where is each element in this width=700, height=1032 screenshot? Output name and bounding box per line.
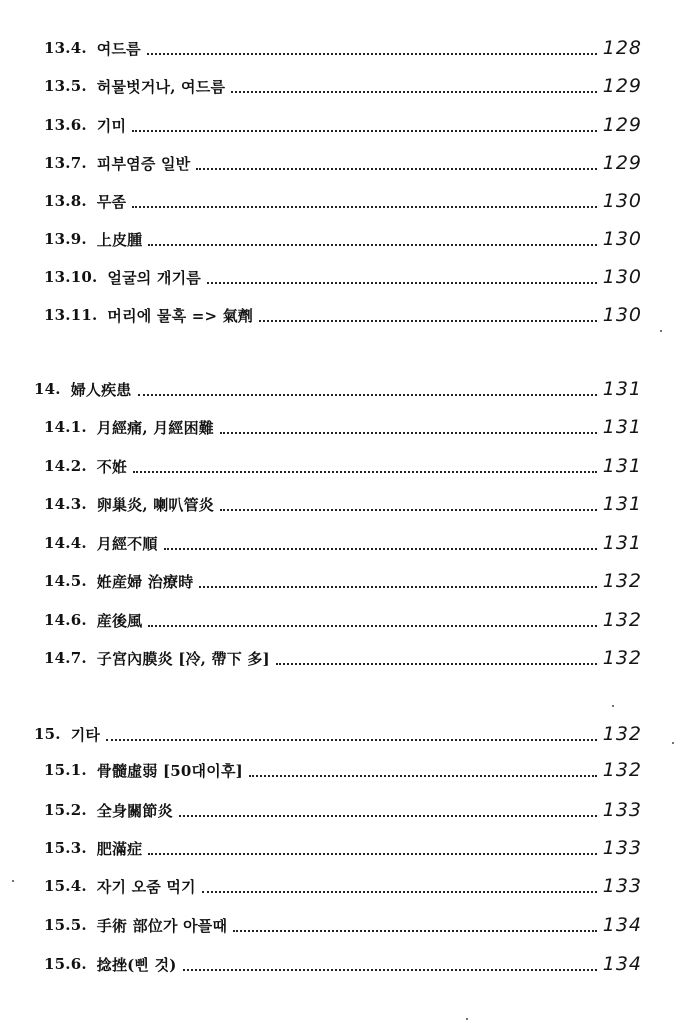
dot-leader bbox=[220, 431, 597, 434]
chapter-number: 15. bbox=[34, 725, 61, 743]
entry-number: 13.8. bbox=[44, 192, 87, 210]
entry-title: 허물벗거나, 여드름 bbox=[96, 77, 226, 96]
toc-entry bbox=[44, 413, 642, 441]
dot-leader bbox=[179, 814, 597, 817]
dot-leader bbox=[249, 774, 597, 777]
dot-leader bbox=[138, 393, 597, 396]
dot-leader bbox=[199, 585, 596, 588]
dot-leader bbox=[148, 243, 596, 246]
toc-entry bbox=[44, 263, 642, 291]
dot-leader bbox=[148, 852, 596, 855]
entry-title: 얼굴의 개기름 bbox=[107, 268, 201, 287]
entry-page-number: 131 bbox=[602, 532, 642, 554]
entry-number: 14.1. bbox=[44, 418, 87, 436]
entry-page-number: 131 bbox=[602, 455, 642, 477]
entry-title: 子宮內膜炎 [冷, 帶下 多] bbox=[96, 649, 270, 668]
entry-number: 14.4. bbox=[44, 534, 87, 552]
toc-entry bbox=[44, 149, 642, 177]
toc-entry bbox=[44, 796, 642, 824]
entry-page-number: 130 bbox=[602, 266, 642, 288]
entry-title: 肥滿症 bbox=[96, 839, 143, 858]
toc-entry bbox=[44, 187, 642, 215]
scan-speck bbox=[612, 705, 614, 707]
entry-page-number: 134 bbox=[602, 914, 642, 936]
toc-entry bbox=[44, 872, 642, 900]
entry-page-number: 132 bbox=[602, 609, 642, 631]
toc-entry bbox=[44, 606, 642, 634]
toc-entry bbox=[44, 529, 642, 557]
entry-number: 15.6. bbox=[44, 955, 87, 973]
toc-entry bbox=[44, 452, 642, 480]
toc-entry bbox=[44, 34, 642, 62]
scan-speck bbox=[466, 1018, 468, 1020]
entry-title: 不姙 bbox=[96, 457, 128, 476]
toc-entry bbox=[44, 567, 642, 595]
scan-speck bbox=[660, 330, 662, 332]
entry-number: 15.1. bbox=[44, 761, 87, 779]
entry-title: 産後風 bbox=[96, 611, 143, 630]
entry-number: 13.5. bbox=[44, 77, 87, 95]
entry-title: 全身關節炎 bbox=[96, 801, 173, 820]
entry-number: 13.10. bbox=[44, 268, 98, 286]
dot-leader bbox=[231, 90, 597, 93]
chapter-number: 14. bbox=[34, 380, 61, 398]
scan-speck bbox=[672, 742, 674, 744]
dot-leader bbox=[207, 281, 597, 284]
entry-title: 여드름 bbox=[96, 39, 141, 58]
entry-number: 13.4. bbox=[44, 39, 87, 57]
toc-entry bbox=[44, 834, 642, 862]
entry-title: 上皮腫 bbox=[96, 230, 143, 249]
entry-page-number: 130 bbox=[602, 304, 642, 326]
dot-leader bbox=[148, 624, 596, 627]
entry-title: 무좀 bbox=[96, 192, 127, 211]
dot-leader bbox=[196, 167, 596, 170]
entry-number: 13.9. bbox=[44, 230, 87, 248]
entry-title: 머리에 물혹 => 氣劑 bbox=[107, 306, 254, 325]
entry-page-number: 131 bbox=[602, 416, 642, 438]
dot-leader bbox=[220, 508, 597, 511]
entry-number: 15.5. bbox=[44, 916, 87, 934]
entry-page-number: 132 bbox=[602, 647, 642, 669]
entry-title: 月經不順 bbox=[96, 534, 158, 553]
entry-title: 月經痛, 月經困難 bbox=[96, 418, 215, 437]
chapter-title: 婦人疾患 bbox=[70, 380, 132, 399]
toc-entry bbox=[44, 950, 642, 978]
dot-leader bbox=[133, 470, 597, 473]
dot-leader bbox=[132, 129, 597, 132]
entry-title: 자기 오줌 먹기 bbox=[96, 877, 196, 896]
dot-leader bbox=[233, 929, 597, 932]
dot-leader bbox=[106, 738, 597, 741]
dot-leader bbox=[164, 547, 597, 550]
entry-title: 手術 部位가 아플때 bbox=[96, 916, 228, 935]
entry-page-number: 133 bbox=[602, 875, 642, 897]
entry-page-number: 133 bbox=[602, 837, 642, 859]
entry-number: 15.3. bbox=[44, 839, 87, 857]
toc-entry bbox=[44, 911, 642, 939]
entry-number: 14.7. bbox=[44, 649, 87, 667]
entry-page-number: 128 bbox=[602, 37, 642, 59]
entry-number: 13.6. bbox=[44, 116, 87, 134]
entry-page-number: 131 bbox=[602, 493, 642, 515]
entry-page-number: 132 bbox=[602, 570, 642, 592]
entry-title: 卵巢炎, 喇叭管炎 bbox=[96, 495, 215, 514]
entry-number: 15.4. bbox=[44, 877, 87, 895]
entry-number: 13.11. bbox=[44, 306, 98, 324]
dot-leader bbox=[202, 890, 597, 893]
entry-number: 15.2. bbox=[44, 801, 87, 819]
chapter-page-number: 132 bbox=[602, 723, 642, 745]
entry-page-number: 130 bbox=[602, 190, 642, 212]
entry-number: 14.2. bbox=[44, 457, 87, 475]
entry-number: 14.3. bbox=[44, 495, 87, 513]
entry-page-number: 132 bbox=[602, 759, 642, 781]
toc-chapter-heading bbox=[34, 720, 642, 748]
entry-number: 13.7. bbox=[44, 154, 87, 172]
entry-page-number: 134 bbox=[602, 953, 642, 975]
entry-number: 14.6. bbox=[44, 611, 87, 629]
entry-number: 14.5. bbox=[44, 572, 87, 590]
entry-title: 骨髓虛弱 [50대이후] bbox=[96, 761, 243, 780]
toc-entry bbox=[44, 644, 642, 672]
toc-entry bbox=[44, 756, 642, 784]
dot-leader bbox=[132, 205, 597, 208]
entry-title: 피부염증 일반 bbox=[96, 154, 191, 173]
toc-entry bbox=[44, 225, 642, 253]
dot-leader bbox=[147, 52, 597, 55]
entry-title: 姙産婦 治療時 bbox=[96, 572, 194, 591]
entry-page-number: 129 bbox=[602, 152, 642, 174]
dot-leader bbox=[259, 319, 597, 322]
toc-chapter-heading bbox=[34, 375, 642, 403]
entry-title: 기미 bbox=[96, 116, 127, 135]
scan-speck bbox=[12, 880, 14, 882]
dot-leader bbox=[183, 968, 597, 971]
chapter-title: 기타 bbox=[70, 725, 101, 744]
toc-entry bbox=[44, 72, 642, 100]
entry-page-number: 129 bbox=[602, 114, 642, 136]
toc-entry bbox=[44, 111, 642, 139]
entry-page-number: 133 bbox=[602, 799, 642, 821]
toc-entry bbox=[44, 301, 642, 329]
entry-page-number: 130 bbox=[602, 228, 642, 250]
toc-entry bbox=[44, 490, 642, 518]
entry-title: 捻挫(삔 것) bbox=[96, 955, 177, 974]
entry-page-number: 129 bbox=[602, 75, 642, 97]
dot-leader bbox=[276, 662, 597, 665]
chapter-page-number: 131 bbox=[602, 378, 642, 400]
